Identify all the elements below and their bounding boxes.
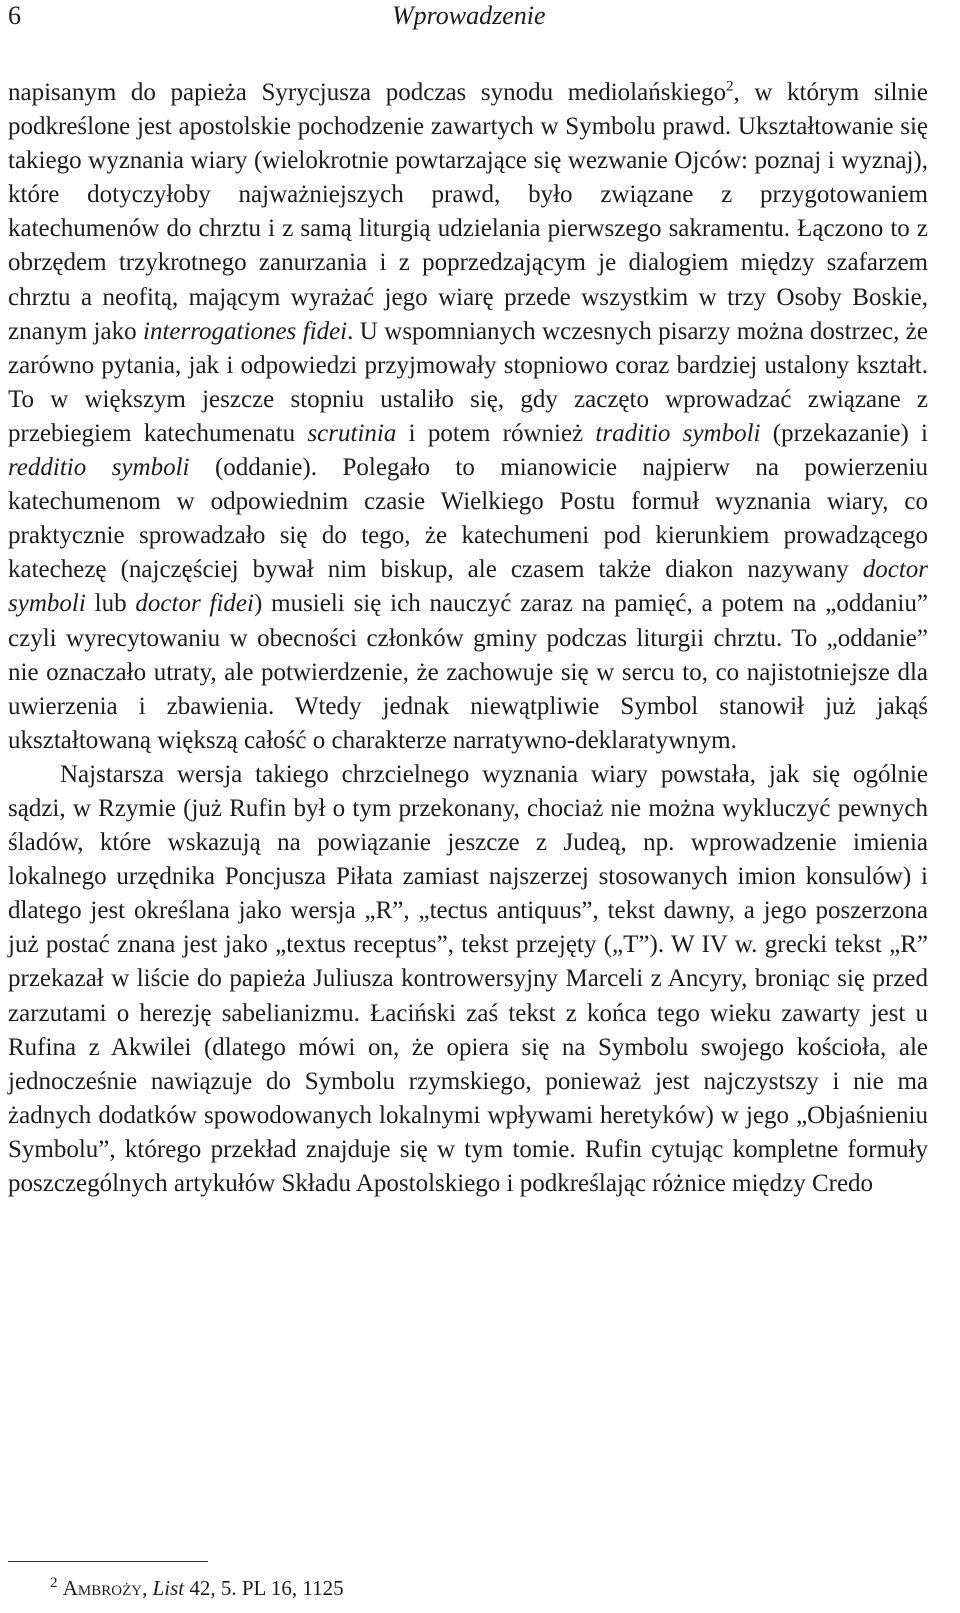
page-header	[0, 0, 960, 40]
text-run: . U wspomnianych wczesnych pisarzy można dostrzec, że zarówno pytania, jak i odpowiedzi przyjmowały stopniowo coraz bardziej ustalony kształt. To w większym jeszcze stopniu ustaliło się, gdy zaczęto wprowadzać związane z przebiegiem katechumenatu	[8, 317, 928, 447]
latin-term: doctor symboli	[8, 556, 928, 618]
footnote-author: Ambroży	[62, 1576, 143, 1600]
footnote-number: 2	[50, 1575, 58, 1591]
text-run: , w którym silnie podkreślone jest apostolskie pochodzenie zawartych w Symbolu prawd. Ukształtowanie się takiego wyznania wiary (wielokrotnie powtarzające się wezwanie Ojców: poznaj i wyznaj), które dotyczyłoby najważniejszych prawd, było związane z przygotowaniem katechumenów do chrztu i z samą liturgią udzielania pierwszego sakramentu. Łączono to z obrzędem trzykrotnego zanurzania i z poprzedzającym je dialogiem między szafarzem chrztu a neofitą, mającym wyrażać jego wiarę przede wszystkim w trzy Osoby Boskie, znanym jako	[8, 79, 928, 345]
text-run: lub	[85, 590, 136, 618]
paragraph-2: Najstarsza wersja takiego chrzcielnego wyznania wiary powstała, jak się ogólnie sądzi, w Rzymie (już Rufin był o tym przekonany, chociaż nie można wykluczyć pewnych śladów, które wskazują na powiązanie jeszcze z Judeą, np. wprowadzenie imienia lokalnego urzędnika Poncjusza Piłata zamiast najszerzej stosowanych imion konsulów) i dlatego jest określana jako wersja „R”, „tectus antiquus”, tekst dawny, a jego poszerzona już postać znana jest jako „textus receptus”, tekst przejęty („T”). W IV w. grecki tekst „R” przekazał w liście do papieża Juliusza kontrowersyjny Marceli z Ancyry, broniąc się przed zarzutami o herezję sabelianizmu. Łaciński zaś tekst z końca tego wieku zawarty jest u Rufina z Akwilei (dlatego mówi on, że opiera się na Symbolu swojego kościoła, ale jednocześnie nawiązuje do Symbolu rzymskiego, ponieważ jest najczystszy i nie ma żadnych dodatków spowodowanych lokalnymi wpływami heretyków) w jego „Objaśnieniu Symbolu”, którego przekład znajduje się w tym tomie. Rufin cytując kompletne formuły poszczególnych artykułów Składu Apostolskiego i podkreślając różnice między Credo	[8, 760, 928, 1197]
latin-term: scrutinia	[307, 419, 397, 447]
running-title: Wprowadzenie	[392, 1, 546, 30]
footnote: $^2$ Ambroży, List 42, 5. PL 16, 1125	[50, 1575, 344, 1600]
paragraph-1	[8, 76, 928, 758]
text-run: (oddanie). Polegało to mianowicie najpierw na powierzeniu katechumenom w odpowiednim czasie Wielkiego Postu formuł wyznania wiary, co praktycznie sprowadzało się do tego, że katechumeni pod kierunkiem prowadzącego katechezę (najczęściej bywał nim biskup, ale czasem także diakon nazywany	[8, 454, 928, 584]
latin-term: doctor fidei	[135, 590, 254, 618]
latin-term: redditio symboli	[8, 454, 190, 482]
text-run: (przekazanie) i	[760, 419, 929, 447]
footnote-work: List	[152, 1576, 185, 1600]
latin-term: interrogationes fidei	[143, 317, 348, 345]
page-number: 6	[8, 1, 21, 30]
text-run: napisanym do papieża Syrycjusza podczas synodu mediolańskiego	[8, 79, 726, 106]
body-text	[8, 76, 928, 1201]
text-run: ) musieli się ich nauczyć zaraz na pamięć, a potem na „oddaniu” czyli wyrecytowaniu w obecności członków gminy podczas liturgii chrztu. To „oddanie” nie oznaczało utraty, ale potwierdzenie, że zachowuje się w sercu to, co najistotniejsze dla uwierzenia i zbawienia. Wtedy jednak niewątpliwie Symbol stanowił już jakąś ukształtowaną większą całość o charakterze narratywno-deklaratywnym.	[8, 590, 928, 754]
latin-term: traditio symboli	[595, 419, 761, 447]
footnote-reference-text: 42, 5. PL 16, 1125	[184, 1576, 344, 1600]
footnote-reference[interactable]: 2	[726, 78, 734, 95]
footnote-divider	[8, 1561, 208, 1562]
text-run: i potem również	[396, 419, 596, 447]
